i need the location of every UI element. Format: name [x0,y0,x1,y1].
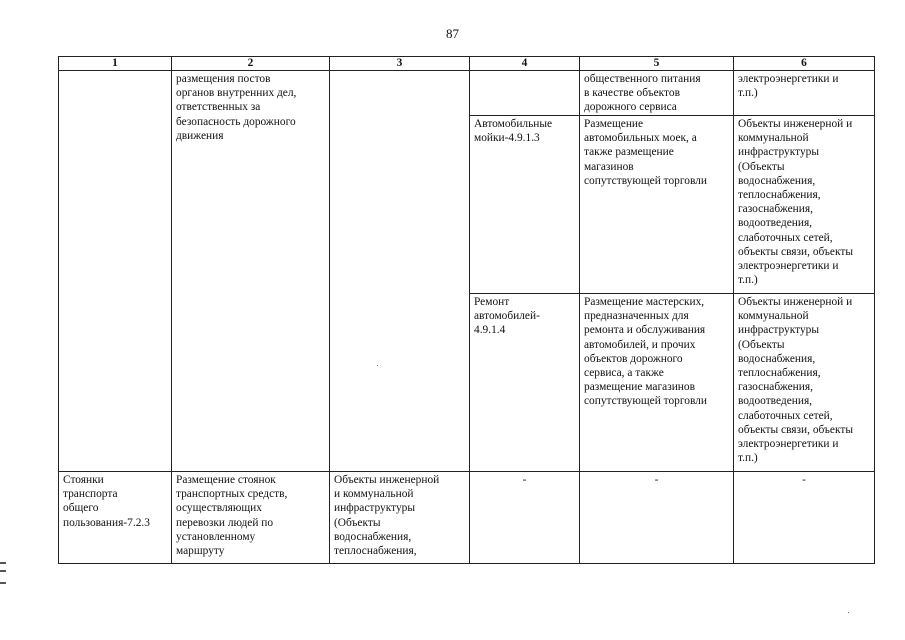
header-col-2: 2 [172,57,330,71]
header-col-6: 6 [734,57,875,71]
row1a-col4 [470,71,580,116]
row2-col5: - [580,472,734,564]
row1-col2: размещения постов органов внутренних дел, ответственных за безопасность дорожного движения [172,71,330,472]
table-row [59,472,875,564]
row1b-col4: Автомобильные мойки-4.9.1.3 [470,116,580,294]
row2-col3: Объекты инженерной и коммунальной инфраструктуры (Объекты водоснабжения, теплоснабжения, [330,472,470,564]
page-number: 87 [446,26,459,41]
row2-col6: - [734,472,875,564]
row1-col3 [330,71,470,472]
row2-col1: Стоянки транспорта общего пользования-7.2.3 [59,472,172,564]
row1b-col6: Объекты инженерной и коммунальной инфраструктуры (Объекты водоснабжения, теплоснабжения, газоснабжения, водоотведения, слаботочных сетей, объекты связи, объекты электроэнергетики и т.п.) [734,116,875,294]
header-col-4: 4 [470,57,580,71]
row1a-col5: общественного питания в качестве объектов дорожного сервиса [580,71,734,116]
land-use-table [58,56,875,564]
row1b-col5: Размещение автомобильных моек, а также размещение магазинов сопутствующей торговли [580,116,734,294]
header-row [59,57,875,71]
row1a-col6: электроэнергетики и т.п.) [734,71,875,116]
scan-speck [848,612,849,613]
header-col-3: 3 [330,57,470,71]
row1c-col5: Размещение мастерских, предназначенных для ремонта и обслуживания автомобилей, и прочих объектов дорожного сервиса, а также размещение магазинов сопутствующей торговли [580,294,734,472]
row2-col4: - [470,472,580,564]
row1-col1 [59,71,172,472]
header-col-5: 5 [580,57,734,71]
scan-speck [377,365,378,366]
row1c-col6: Объекты инженерной и коммунальной инфраструктуры (Объекты водоснабжения, теплоснабжения, газоснабжения, водоотведения, слаботочных сетей, объекты связи, объекты электроэнергетики и т.п.) [734,294,875,472]
table-row [59,71,875,116]
row1c-col4: Ремонт автомобилей- 4.9.1.4 [470,294,580,472]
binding-margin-mark [0,562,6,584]
header-col-1: 1 [59,57,172,71]
row2-col2: Размещение стоянок транспортных средств, осуществляющих перевозки людей по установленному маршруту [172,472,330,564]
